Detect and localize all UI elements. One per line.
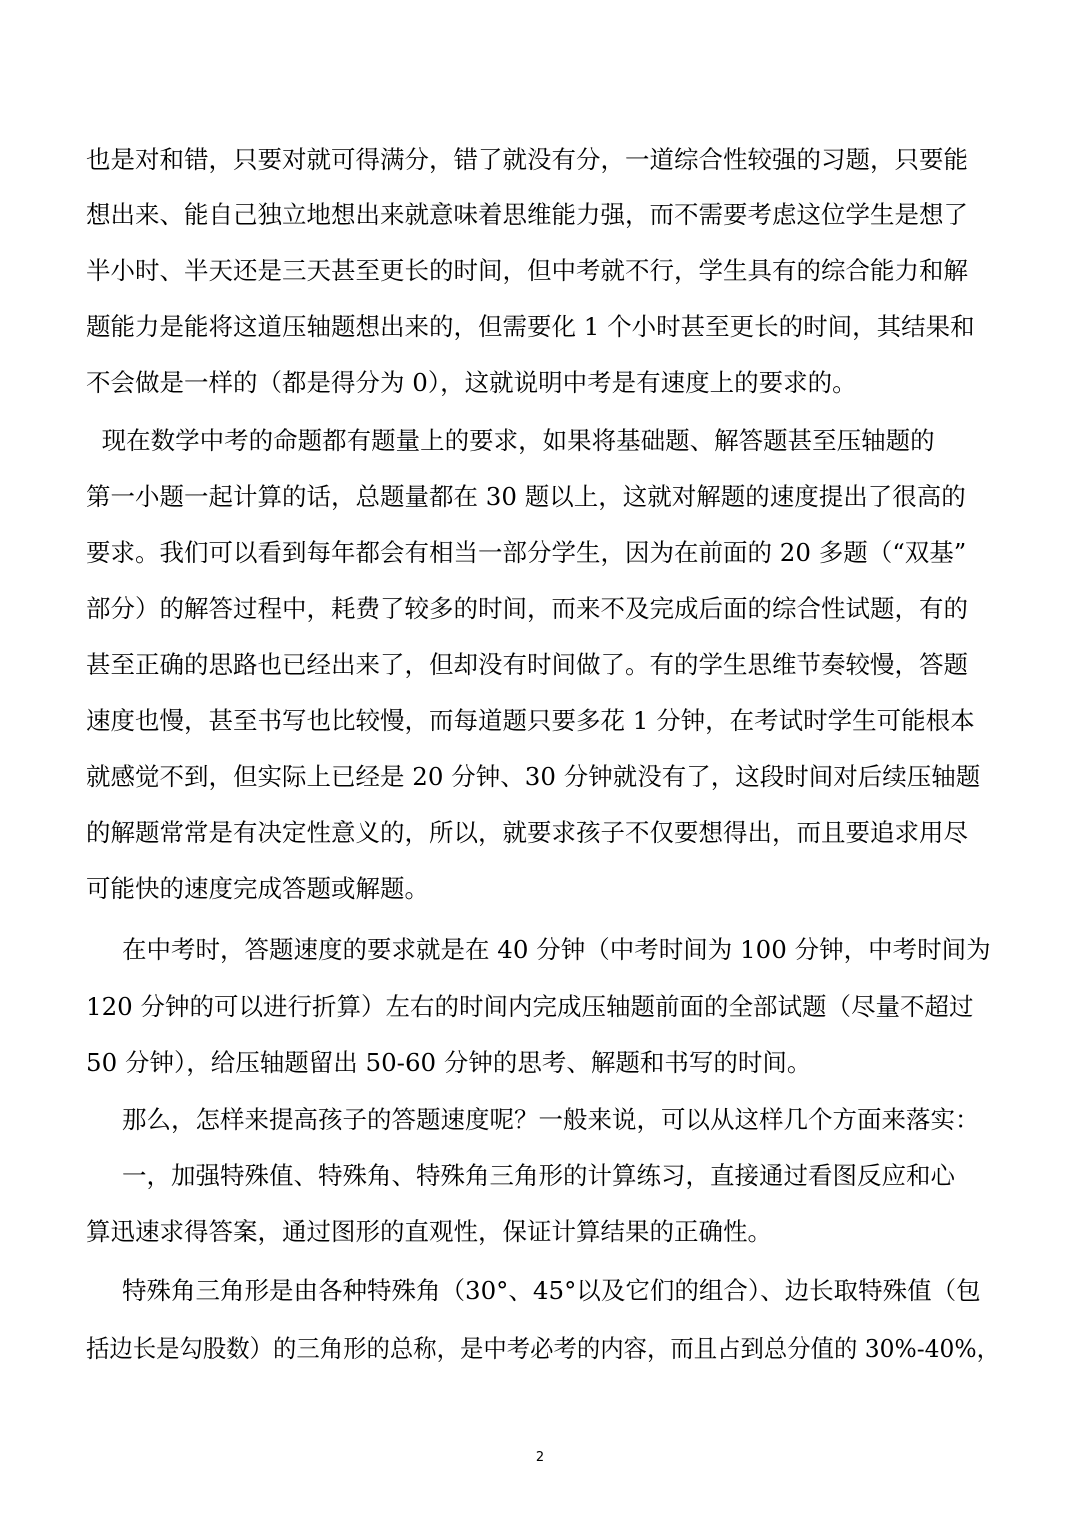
- text-line: 甚至正确的思路也已经出来了，但却没有时间做了。有的学生思维节奏较慢，答题: [86, 650, 968, 679]
- text-line: 120 分钟的可以进行折算）左右的时间内完成压轴题前面的全部试题（尽量不超过: [86, 992, 974, 1021]
- text-line: 一，加强特殊值、特殊角、特殊角三角形的计算练习，直接通过看图反应和心: [122, 1161, 955, 1190]
- text-line: 部分）的解答过程中，耗费了较多的时间，而来不及完成后面的综合性试题，有的: [86, 594, 968, 623]
- text-line: 现在数学中考的命题都有题量上的要求，如果将基础题、解答题甚至压轴题的: [86, 426, 935, 455]
- text-line: 特殊角三角形是由各种特殊角（30°、45°以及它们的组合）、边长取特殊值（包: [122, 1276, 981, 1305]
- text-line: 半小时、半天还是三天甚至更长的时间，但中考就不行，学生具有的综合能力和解: [86, 256, 968, 285]
- text-line: 不会做是一样的（都是得分为 0），这就说明中考是有速度上的要求的。: [86, 368, 857, 397]
- text-line: 就感觉不到，但实际上已经是 20 分钟、30 分钟就没有了，这段时间对后续压轴题: [86, 762, 981, 791]
- page-number: 2: [535, 1450, 545, 1465]
- text-line: 第一小题一起计算的话，总题量都在 30 题以上，这就对解题的速度提出了很高的: [86, 482, 966, 511]
- text-line: 那么，怎样来提高孩子的答题速度呢？一般来说，可以从这样几个方面来落实：: [122, 1105, 980, 1134]
- text-line: 可能快的速度完成答题或解题。: [86, 874, 429, 903]
- text-line: 速度也慢，甚至书写也比较慢，而每道题只要多花 1 分钟，在考试时学生可能根本: [86, 706, 975, 735]
- text-line: 想出来、能自己独立地想出来就意味着思维能力强，而不需要考虑这位学生是想了: [86, 200, 968, 229]
- text-line: 50 分钟），给压轴题留出 50-60 分钟的思考、解题和书写的时间。: [86, 1048, 812, 1077]
- text-line: 在中考时，答题速度的要求就是在 40 分钟（中考时间为 100 分钟，中考时间为: [122, 935, 991, 964]
- text-line: 要求。我们可以看到每年都会有相当一部分学生，因为在前面的 20 多题（“双基”: [86, 538, 967, 567]
- text-line: 也是对和错，只要对就可得满分，错了就没有分，一道综合性较强的习题，只要能: [86, 145, 968, 174]
- text-line: 的解题常常是有决定性意义的，所以，就要求孩子不仅要想得出，而且要追求用尽: [86, 818, 968, 847]
- text-line: 算迅速求得答案，通过图形的直观性，保证计算结果的正确性。: [86, 1217, 772, 1246]
- text-line: 括边长是勾股数）的三角形的总称，是中考必考的内容，而且占到总分值的 30%-40%，: [86, 1334, 1000, 1363]
- text-line: 题能力是能将这道压轴题想出来的，但需要化 1 个小时甚至更长的时间，其结果和: [86, 312, 975, 341]
